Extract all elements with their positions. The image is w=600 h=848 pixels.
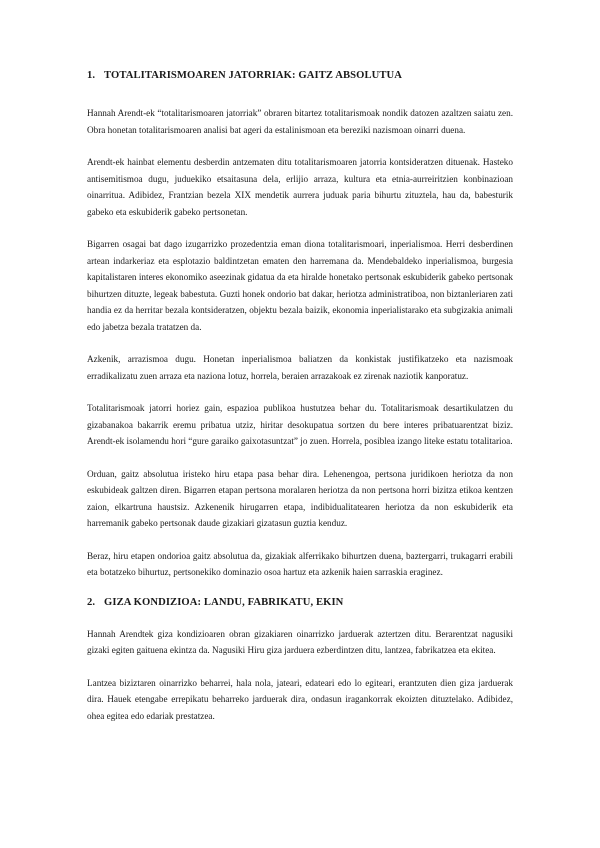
section-1-number: 1. [87,70,96,81]
section-1-heading [87,70,513,81]
section-2-title: GIZA KONDIZIOA: LANDU, FABRIKATU, EKIN [104,596,344,608]
section-2-heading [87,597,513,608]
paragraph: Bigarren osagai bat dago izugarrizko prozedentzia eman diona totalitarismoari, inperialismoa. Herri desberdinen artean indarkeriaz eta esplotazio baldintzetan ematen den harremana da. Mendebaldeko inperialismoa, burgesia kapitalistaren interes ekonomiko aseezinak gidatua da eta hiralde honetako pertsonak eskubiderik gabeko pertsonak bihurtzen dituzte, legeak babestuta. Guzti honek ondorio bat dakar, heriotza administratiboa, non biztanleriaren zati handia ez da herritar bezala kontsideratzen, objektu bezala baizik, ekonomia inperialistarako eta subgizakia animali edo jabetza bezala tratatzen da. [87,239,513,332]
section-2-number: 2. [87,596,96,608]
paragraph: Hannah Arendt-ek “totalitarismoaren jatorriak” obraren bitartez totalitarismoak nondik datozen azaltzen saiatu zen. Obra honetan totalitarismoaren analisi bat ageri da estalinismoan eta bereziki nazismoan oinarri duena. [87,108,513,135]
paragraph: Lantzea biziztaren oinarrizko beharrei, hala nola, jateari, edateari edo lo egiteari, erantzuten dien giza jarduerak dira. Hauek etengabe errepikatu beharreko jarduerak dira, ondasun iragankorrak ekoizten dituztelako. Adibidez, ohea egitea edo edariak prestatzea. [87,677,513,721]
document-page [87,70,513,740]
paragraph: Azkenik, arrazismoa dugu. Honetan inperialismoa baliatzen da konkistak justifikatzeko eta nazismoak erradikalizatu zuen arraza eta naziona lotuz, horrela, beraien arrazakoak ez zirenak naziotik kanporatuz. [87,354,513,381]
paragraph: Orduan, gaitz absolutua iristeko hiru etapa pasa behar dira. Lehenengoa, pertsona juridikoen heriotza da non eskubideak galtzen diren. Bigarren etapan pertsona moralaren heriotza da non pertsona horri bizitza etikoa kentzen zaion, elkartruna haustsiz. Azkenenik hirugarren etapa, indibidualitatearen heriotza da non eskubiderik eta harremanik gabeko pertsonak daude gizakiari gizatasun guztia kenduz. [87,468,513,528]
section-1-title: TOTALITARISMOAREN JATORRIAK: GAITZ ABSOLUTUA [104,70,403,81]
paragraph: Totalitarismoak jatorri horiez gain, espazioa publikoa hustutzea behar du. Totalitarismoak desartikulatzen du gizabanakoa bakarrik eremu pribatua utziz, hiritar desokupatua sortzen du bere interes pribatuarentzat biziz. Arendt-ek isolamendu hori “gure garaiko gaixotasuntzat” jo zuen. Horrela, posiblea izango liteke estatu totalitarioa. [87,403,513,446]
paragraph: Arendt-ek hainbat elementu desberdin antzematen ditu totalitarismoaren jatorria kontsideratzen dituenak. Hasteko antisemitismoa dugu, juduekiko etsaitasuna dela, erlijio arraza, kultura eta etnia-aurreiritzien konbinazioan oinarritua. Adibidez, Frantzian bezela XIX mendetik aurrera juduak paria bihurtu zituztela, hau da, babesturik gabeko eta eskubiderik gabeko pertsonetan. [87,157,513,217]
paragraph: Hannah Arendtek giza kondizioaren obran gizakiaren oinarrizko jarduerak aztertzen ditu. Berarentzat nagusiki gizaki egiten gaituena ekintza da. Nagusiki Hiru giza jarduera ezberdintzen ditu, lantzea, fabrikatzea eta ekitea. [87,628,513,655]
paragraph: Beraz, hiru etapen ondorioa gaitz absolutua da, gizakiak alferrikako bihurtzen duena, baztergarri, trukagarri erabili eta botatzeko bihurtuz, pertsonekiko dominazio osoa hartuz eta azkenik haien sarraskia eraginez. [87,550,513,577]
